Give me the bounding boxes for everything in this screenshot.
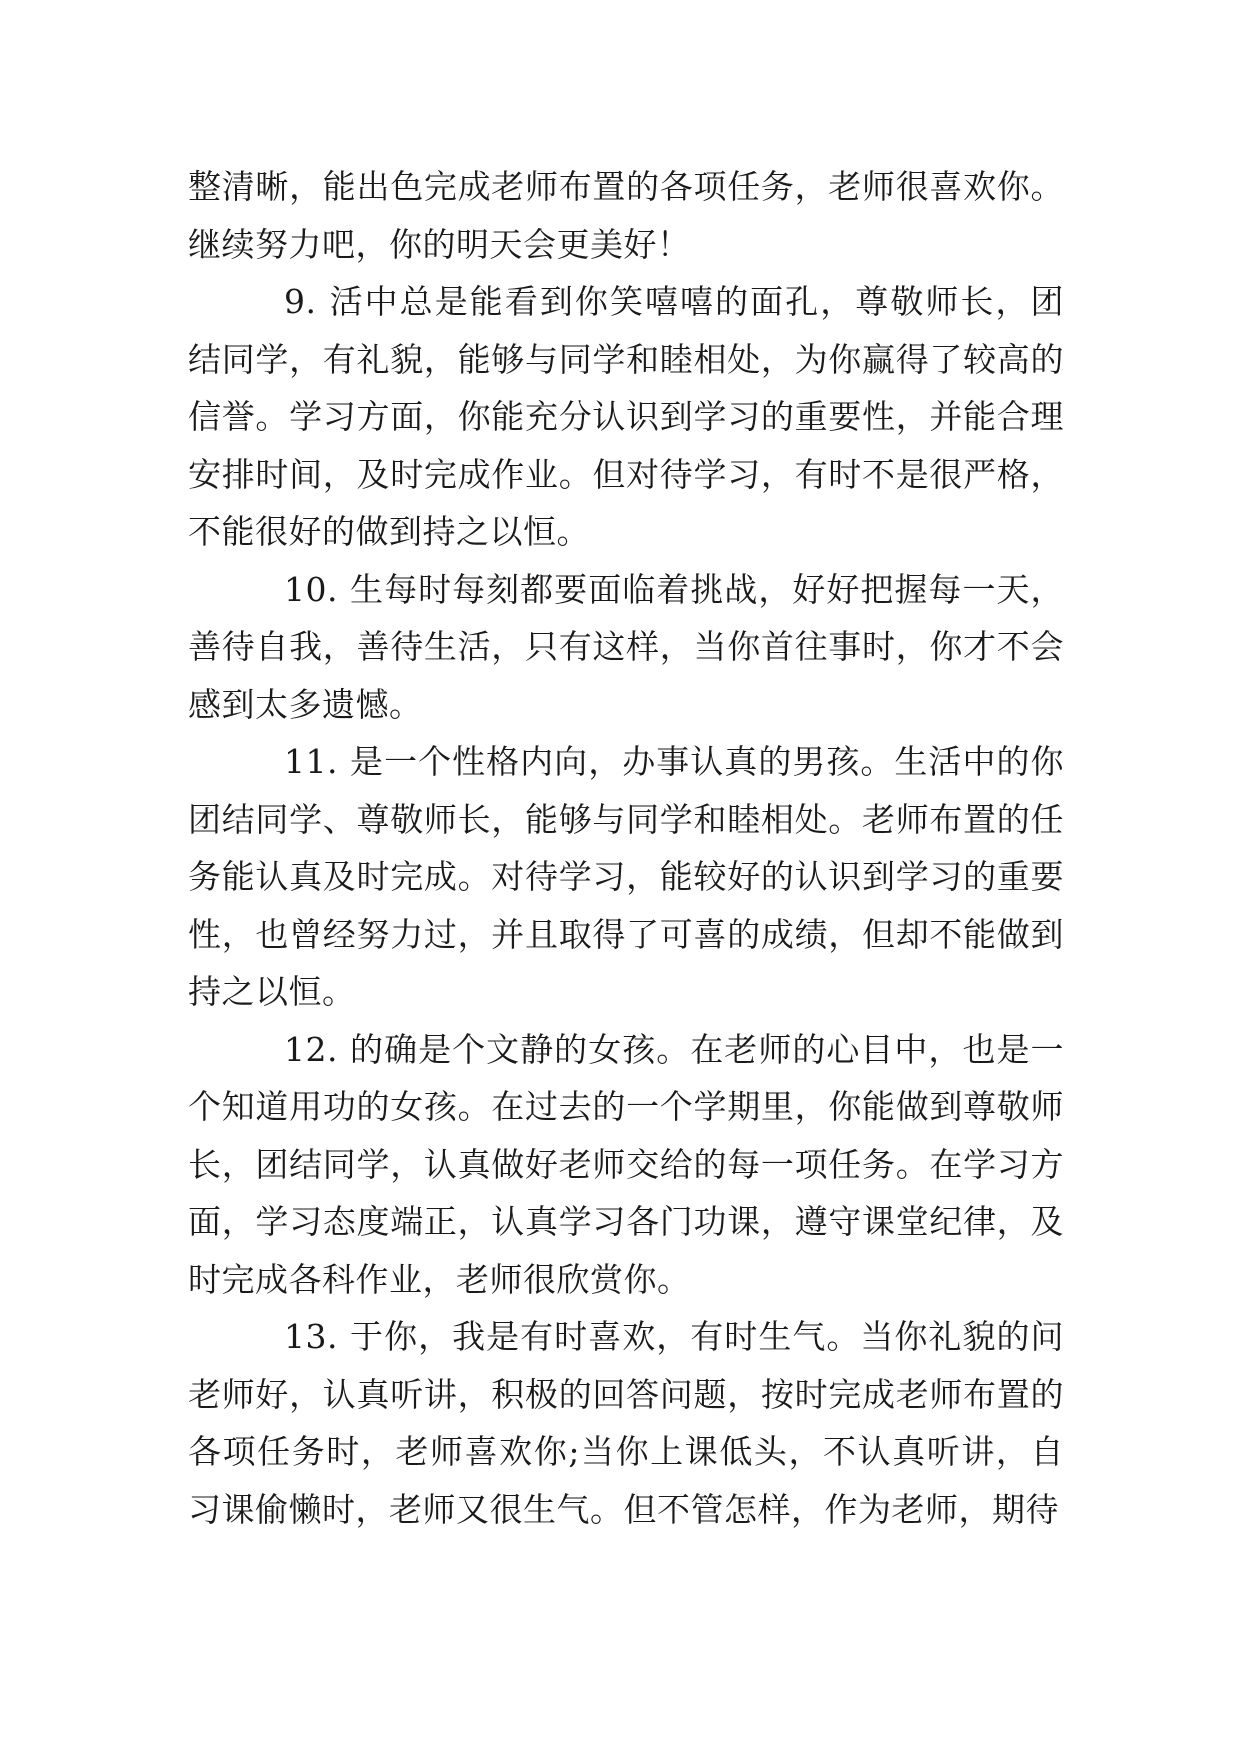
item-text: 生每时每刻都要面临着挑战，好好把握每一天，善待自我，善待生活，只有这样，当你首往事时，你才不会感到太多遗憾。 [188,569,1064,724]
item-number: 12. [284,1029,338,1069]
item-number: 13. [284,1317,338,1356]
item-text: 的确是个文静的女孩。在老师的心目中，也是一个知道用功的女孩。在过去的一个学期里，你能做到尊敬师长，团结同学，认真做好老师交给的每一项任务。在学习方面，学习态度端正，认真学习各门功课，遵守课堂纪律，及时完成各科作业，老师很欣赏你。 [188,1029,1064,1299]
comment-item-9 [188,273,1064,561]
comment-item-13 [188,1308,1064,1538]
item-number: 10. [284,569,338,609]
item-text: 于你，我是有时喜欢，有时生气。当你礼貌的问老师好，认真听讲，积极的回答问题，按时完成老师布置的各项任务时，老师喜欢你;当你上课低头，不认真听讲，自习课偷懒时，老师又很生气。但不管怎样，作为老师，期待 [188,1317,1064,1529]
item-number: 9. [284,282,317,321]
comment-item-12 [188,1021,1064,1309]
comment-item-11 [188,733,1064,1021]
continuation-paragraph: 整清晰，能出色完成老师布置的各项任务，老师很喜欢你。继续努力吧，你的明天会更美好！ [188,167,1064,264]
item-text: 活中总是能看到你笑嘻嘻的面孔，尊敬师长，团结同学，有礼貌，能够与同学和睦相处，为你赢得了较高的信誉。学习方面，你能充分认识到学习的重要性，并能合理安排时间，及时完成作业。但对待学习，有时不是很严格，不能很好的做到持之以恒。 [188,282,1064,551]
item-text: 是一个性格内向，办事认真的男孩。生活中的你团结同学、尊敬师长，能够与同学和睦相处。老师布置的任务能认真及时完成。对待学习，能较好的认识到学习的重要性，也曾经努力过，并且取得了可喜的成绩，但却不能做到持之以恒。 [188,742,1064,1011]
item-number: 11. [284,742,338,781]
document-body [188,158,1064,1538]
comment-item-10 [188,561,1064,734]
